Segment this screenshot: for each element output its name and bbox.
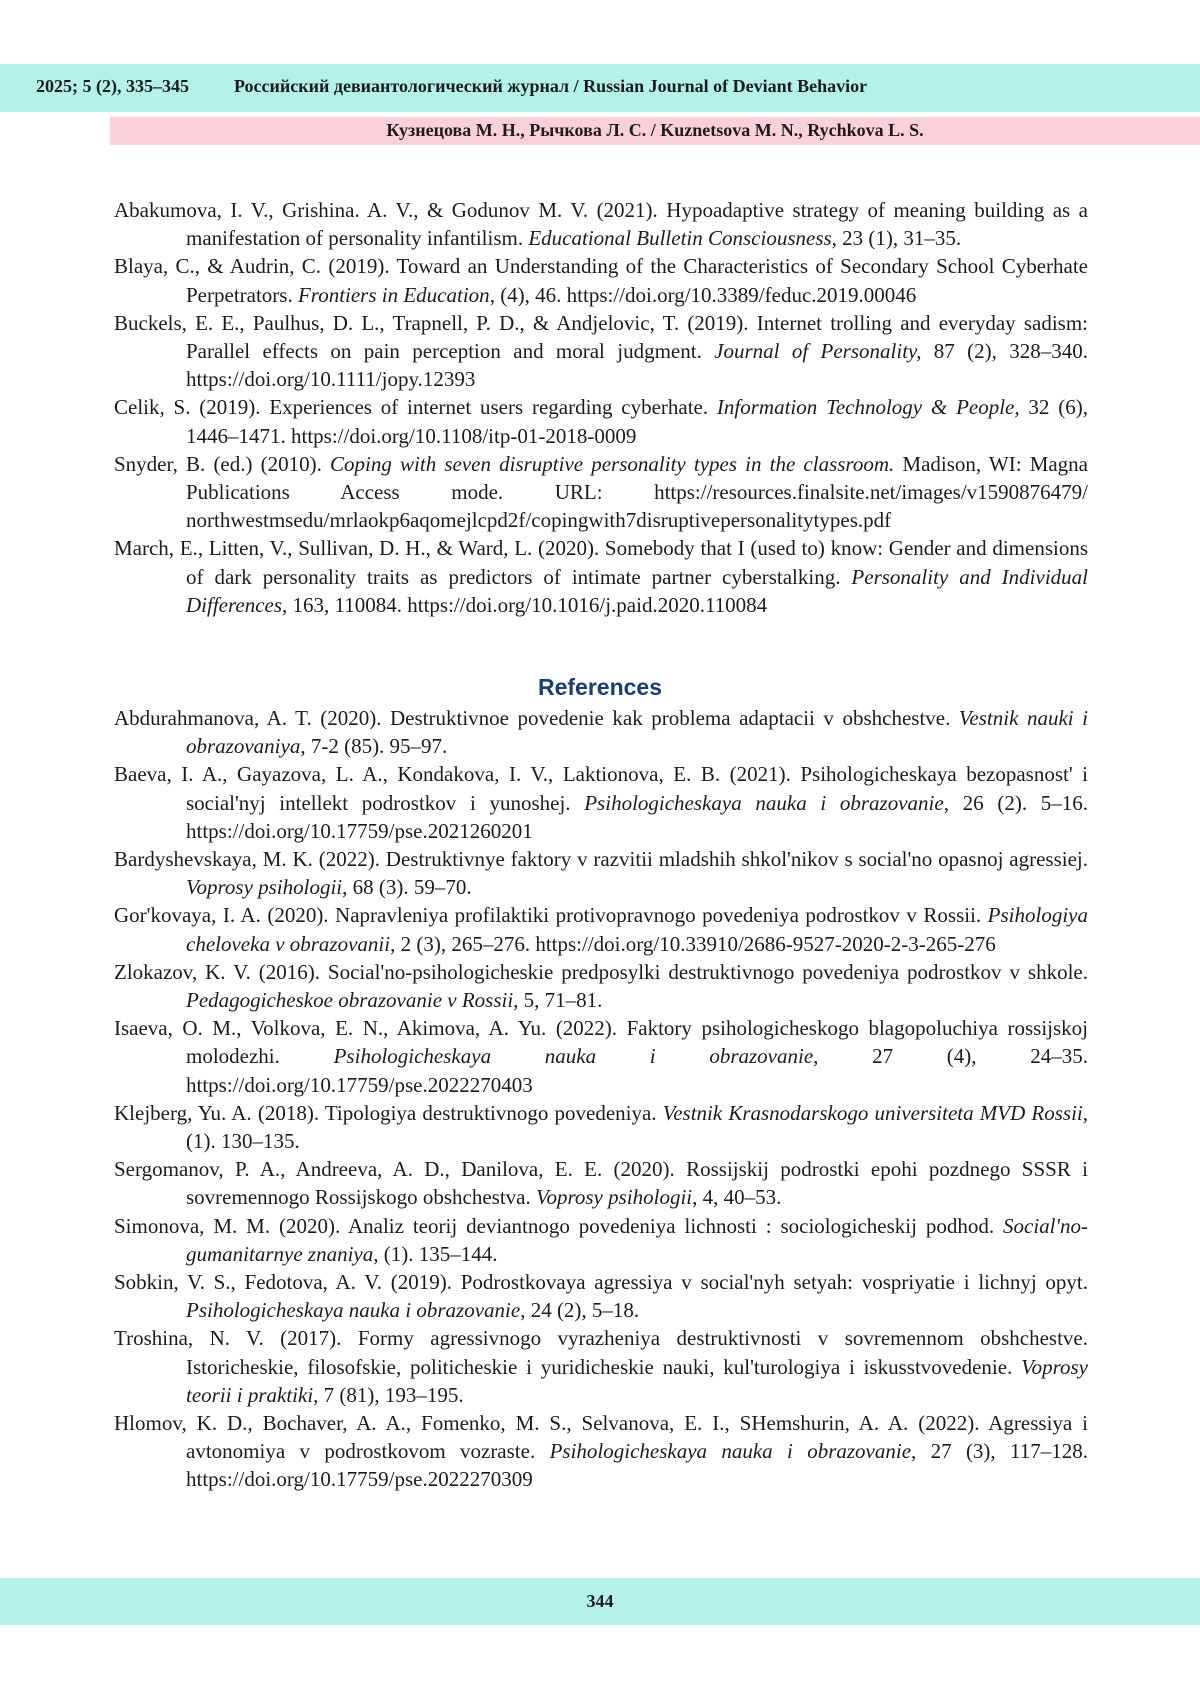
- reference-entry: Sobkin, V. S., Fedotova, A. V. (2019). Podrostkovaya agressiya v social'nyh setyah: vospriyatie i lichnyj opyt. Psihologicheskaya nauka i obrazovanie, 24 (2), 5–18.: [114, 1270, 1088, 1323]
- journal-title: Российский девиантологический журнал / Russian Journal of Deviant Behavior: [234, 76, 868, 96]
- reference-entry: Blaya, C., & Audrin, C. (2019). Toward an Understanding of the Characteristics of Secondary School Cyberhate Perpetrators. Frontiers in Education, (4), 46. https://doi.org/10.3389/feduc.2019.00046: [114, 254, 1088, 307]
- reference-list: [114, 704, 1088, 1494]
- reference-entry: Snyder, B. (ed.) (2010). Coping with seven disruptive personality types in the classroom. Madison, WI: Magna Publications Access mode. URL: https://resources.finalsite.net/images/v1590876479/ northwestmsedu/mrlaokp6aqomejlcpd2f/copingwith7disruptivepersonalitytypes.pdf: [114, 451, 1089, 533]
- reference-entry: Troshina, N. V. (2017). Formy agressivnogo vyrazheniya destruktivnosti v sovremennom obshchestve. Istoricheskie, filosofskie, politicheskie i yuridicheskie nauki, kul'turologiya i iskusstvovedenie. Voprosy teorii i praktiki, 7 (81), 193–195.: [114, 1326, 1088, 1407]
- reference-entry: Buckels, E. E., Paulhus, D. L., Trapnell, P. D., & Andjelovic, T. (2019). Internet trolling and everyday sadism: Parallel effects on pain perception and moral judgment. Journal of Personality, 87 (2), 328–340. https://doi.org/10.1111/jopy.12393: [114, 310, 1088, 392]
- section-heading: References: [537, 674, 663, 700]
- reference-entry: Klejberg, Yu. A. (2018). Tipologiya destruktivnogo povedeniya. Vestnik Krasnodarskogo universiteta MVD Rossii, (1). 130–135.: [114, 1100, 1088, 1154]
- reference-entry: Gor'kovaya, I. A. (2020). Napravleniya profilaktiki protivopravnogo povedeniya podrostkov v Rossii. Psihologiya cheloveka v obrazovanii, 2 (3), 265–276. https://doi.org/10.33910/2686-9527-2020-2-3-265-276: [114, 903, 1088, 956]
- reference-entry: Abdurahmanova, A. T. (2020). Destruktivnoe povedenie kak problema adaptacii v obshchestve. Vestnik nauki i obrazovaniya, 7-2 (85). 95–97.: [114, 706, 1088, 759]
- reference-entry: Zlokazov, K. V. (2016). Social'no-psihologicheskie predposylki destruktivnogo povedeniya podrostkov v shkole. Pedagogicheskoe obrazovanie v Rossii, 5, 71–81.: [114, 959, 1088, 1013]
- running-authors: Кузнецова М. Н., Рычкова Л. С. / Kuznetsova M. N., Rychkova L. S.: [386, 120, 924, 140]
- reference-entry: Celik, S. (2019). Experiences of internet users regarding cyberhate. Information Technology & People, 32 (6), 1446–1471. https://doi.org/10.1108/itp-01-2018-0009: [114, 395, 1088, 448]
- issue-info: 2025; 5 (2), 335–345: [36, 76, 189, 96]
- reference-entry: Baeva, I. A., Gayazova, L. A., Kondakova, I. V., Laktionova, E. B. (2021). Psihologicheskaya bezopasnost' i social'nyj intellekt podrostkov i yunoshej. Psihologicheskaya nauka i obrazovanie, 26 (2). 5–16. https://doi.org/10.17759/pse.2021260201: [114, 762, 1088, 843]
- reference-entry: Abakumova, I. V., Grishina. A. V., & Godunov M. V. (2021). Hypoadaptive strategy of meaning building as a manifestation of personality infantilism. Educational Bulletin Consciousness, 23 (1), 31–35.: [114, 198, 1088, 251]
- reference-entry: March, E., Litten, V., Sullivan, D. H., & Ward, L. (2020). Somebody that I (used to) know: Gender and dimensions of dark personality traits as predictors of intimate partner cyberstalking. Personality and Individual Differences, 163, 110084. https://doi.org/10.1016/j.paid.2020.110084: [114, 536, 1088, 617]
- reference-entry: Bardyshevskaya, M. K. (2022). Destruktivnye faktory v razvitii mladshih shkol'nikov s social'no opasnoj agressiej. Voprosy psihologii, 68 (3). 59–70.: [114, 847, 1088, 900]
- reference-entry: Simonova, M. M. (2020). Analiz teorij deviantnogo povedeniya lichnosti : sociologicheskij podhod. Social'no-gumanitarnye znaniya, (1). 135–144.: [114, 1213, 1088, 1266]
- page-number: 344: [586, 1591, 614, 1611]
- reference-entry: Isaeva, O. M., Volkova, E. N., Akimova, A. Yu. (2022). Faktory psihologicheskogo blagopoluchiya rossijskoj molodezhi. Psihologicheskaya nauka i obrazovanie, 27 (4), 24–35. https://doi.org/10.17759/pse.2022270403: [114, 1016, 1088, 1097]
- reference-entry: Sergomanov, P. A., Andreeva, A. D., Danilova, E. E. (2020). Rossijskij podrostki epohi pozdnego SSSR i sovremennogo Rossijskogo obshchestva. Voprosy psihologii, 4, 40–53.: [114, 1157, 1088, 1210]
- reference-entry: Hlomov, K. D., Bochaver, A. A., Fomenko, M. S., Selvanova, E. I., SHemshurin, A. A. (2022). Agressiya i avtonomiya v podrostkovom vozraste. Psihologicheskaya nauka i obrazovanie, 27 (3), 117–128. https://doi.org/10.17759/pse.2022270309: [114, 1411, 1088, 1492]
- reference-list-continued: [114, 196, 1088, 619]
